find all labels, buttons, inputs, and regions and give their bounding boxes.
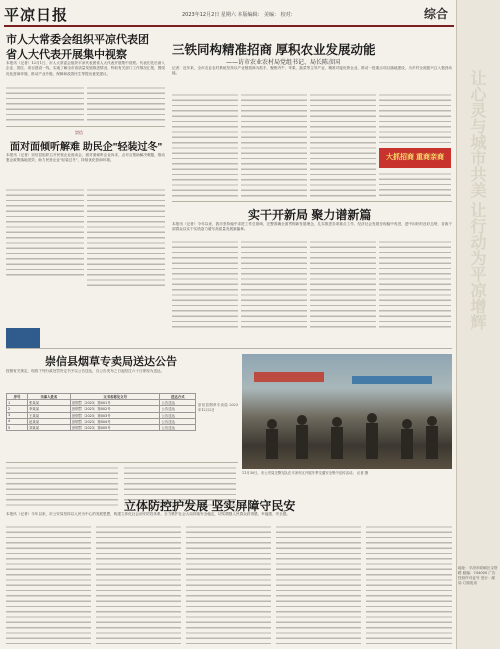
article-5-intro: 按照有关规定，现将下列行政处罚决定书予以公告送达，自公告发布之日起经过六十日即视为送达。: [6, 369, 165, 373]
table-cell: 2: [7, 406, 28, 412]
notice-table: [6, 393, 196, 431]
table-header: 送达方式: [160, 394, 196, 400]
article-2-title: 面对面倾听解难 助民企"轻装过冬": [10, 142, 163, 153]
table-row: [7, 406, 196, 412]
table-row: [7, 424, 196, 430]
article-3-title: 三铁同构精准招商 厚积农业发展动能: [172, 43, 376, 57]
article-6-text-block: [186, 525, 271, 645]
article-1-text-block: [87, 86, 165, 122]
article-6-text-block: [6, 525, 91, 645]
issue-date: 2023年12月2日 星期六 本版编辑： 美编： 校对：: [182, 12, 296, 18]
article-2-text-block: [6, 188, 84, 278]
rail-credits: 地址：平凉市崆峒区宝塔路 邮编：744000 广告经营许可证号 发行：邮局 订阅电话: [458, 566, 498, 585]
investment-banner: 大抓招商 重商亲商: [379, 148, 451, 168]
article-4-text-block: [310, 240, 376, 330]
divider: [6, 126, 165, 127]
notice-signoff: 崇信县烟草专卖局 2023年12月2日: [198, 403, 238, 413]
article-3-body: 记者：近年来，全市农业农村系统坚持以产业链招商为抓手，聚焦肉牛、苹果、蔬菜等主导产业，精准对接优势企业，推动一批重点项目落地建设，为乡村全面振兴注入强劲动能。: [172, 66, 452, 76]
table-cell: 3: [7, 412, 28, 418]
table-header: 序号: [7, 394, 28, 400]
article-5-title: 崇信县烟草专卖局送达公告: [45, 356, 177, 368]
article-1-title: 市人大常委会组织平凉代表团: [6, 34, 149, 46]
table-cell: 王某某: [27, 412, 70, 418]
table-cell: 公告送达: [160, 400, 196, 406]
article-4-text-block: [241, 240, 307, 330]
table-cell: 赵某某: [27, 418, 70, 424]
article-4-text-block: [172, 240, 238, 330]
table-cell: 崇烟罚〔2023〕第004号: [70, 418, 160, 424]
table-cell: 崇烟罚〔2023〕第005号: [70, 424, 160, 430]
article-3-text-block: [241, 93, 307, 198]
article-6-text-block: [366, 525, 452, 645]
article-5-text-block: [6, 466, 118, 506]
article-6-body: 本报讯（记者）今年以来，市公安局坚持以人民为中心的发展思想，构建立体化社会治安防控体系，全力维护社会大局持续安全稳定，切实增强人民群众获得感、幸福感、安全感。: [6, 512, 290, 516]
article-1-body: 本报讯（记者）12月1日，市人大常委会组织平凉代表团省人大代表开展集中视察。代表们先后深入企业、园区、项目建设一线，实地了解全市高质量发展推进情况，听取有关部门工作情况汇报，围绕优化营商环境、推动产业升级、保障和改善民生等提出意见建议。: [6, 61, 165, 76]
table-cell: 公告送达: [160, 406, 196, 412]
table-cell: 公告送达: [160, 424, 196, 430]
article-2-body: 本报讯（记者）崇信县组织召开民营企业座谈会，面对面倾听企业诉求，点对点帮助解决难题，推动惠企政策落地见效，助力民营企业"轻装过冬"，持续优化营商环境。: [6, 153, 165, 163]
table-row: [7, 412, 196, 418]
table-row: [7, 400, 196, 406]
divider: [6, 462, 238, 463]
table-cell: 刘某某: [27, 424, 70, 430]
photo-caption: 11月30日，市公安局交警支队在平凉市区开展冬季交通安全集中宣传活动。 记者 摄: [242, 471, 369, 475]
article-3-text-block: [310, 93, 376, 198]
table-cell: 5: [7, 424, 28, 430]
divider: [6, 348, 452, 349]
article-3-text-block: [379, 93, 451, 143]
section-title: 综合: [423, 7, 448, 21]
masthead: [4, 3, 454, 27]
article-6-title: 立体防控护发展 坚实屏障守民安: [124, 499, 296, 513]
table-cell: 4: [7, 418, 28, 424]
divider: [172, 201, 452, 202]
article-3-text-block: [379, 172, 451, 198]
table-row: [7, 418, 196, 424]
table-cell: 公告送达: [160, 412, 196, 418]
article-6-text-block: [96, 525, 181, 645]
table-cell: 崇烟罚〔2023〕第003号: [70, 412, 160, 418]
article-2-kicker: 崇信: [75, 130, 83, 135]
article-4-body: 本报讯（记者）今年以来，我市坚持稳中求进工作总基调，完整准确全面贯彻新发展理念，扎实推进各项重点工作，经济社会发展呈现稳中有进、进中向好的良好态势，各族干部群众以实干实绩奋力谱写高质量发展新篇章。: [172, 222, 452, 232]
article-2-text-block: [87, 188, 165, 288]
table-cell: 崇烟罚〔2023〕第002号: [70, 406, 160, 412]
article-1-text-block: [6, 86, 84, 122]
rail-slogan: 让心灵与城市共美 让行动为平凉增辉: [468, 70, 485, 330]
news-photo: [242, 354, 452, 469]
newspaper-logo: 平凉日报: [4, 8, 69, 24]
table-cell: 李某某: [27, 406, 70, 412]
article-1-subtitle: 省人大代表开展集中视察: [6, 49, 127, 61]
article-4-text-block: [379, 240, 451, 330]
article-4-title: 实干开新局 聚力谱新篇: [248, 208, 372, 222]
table-header: 文书名称及文号: [70, 394, 160, 400]
notice-badge: [6, 328, 40, 348]
table-cell: 公告送达: [160, 418, 196, 424]
article-6-text-block: [276, 525, 361, 645]
table-cell: 崇烟罚〔2023〕第001号: [70, 400, 160, 406]
table-header: 当事人姓名: [27, 394, 70, 400]
article-3-subtitle: ——访市农业农村局党组书记、局长陈彦国: [226, 59, 341, 66]
table-cell: 张某某: [27, 400, 70, 406]
article-3-text-block: [172, 93, 238, 198]
table-cell: 1: [7, 400, 28, 406]
